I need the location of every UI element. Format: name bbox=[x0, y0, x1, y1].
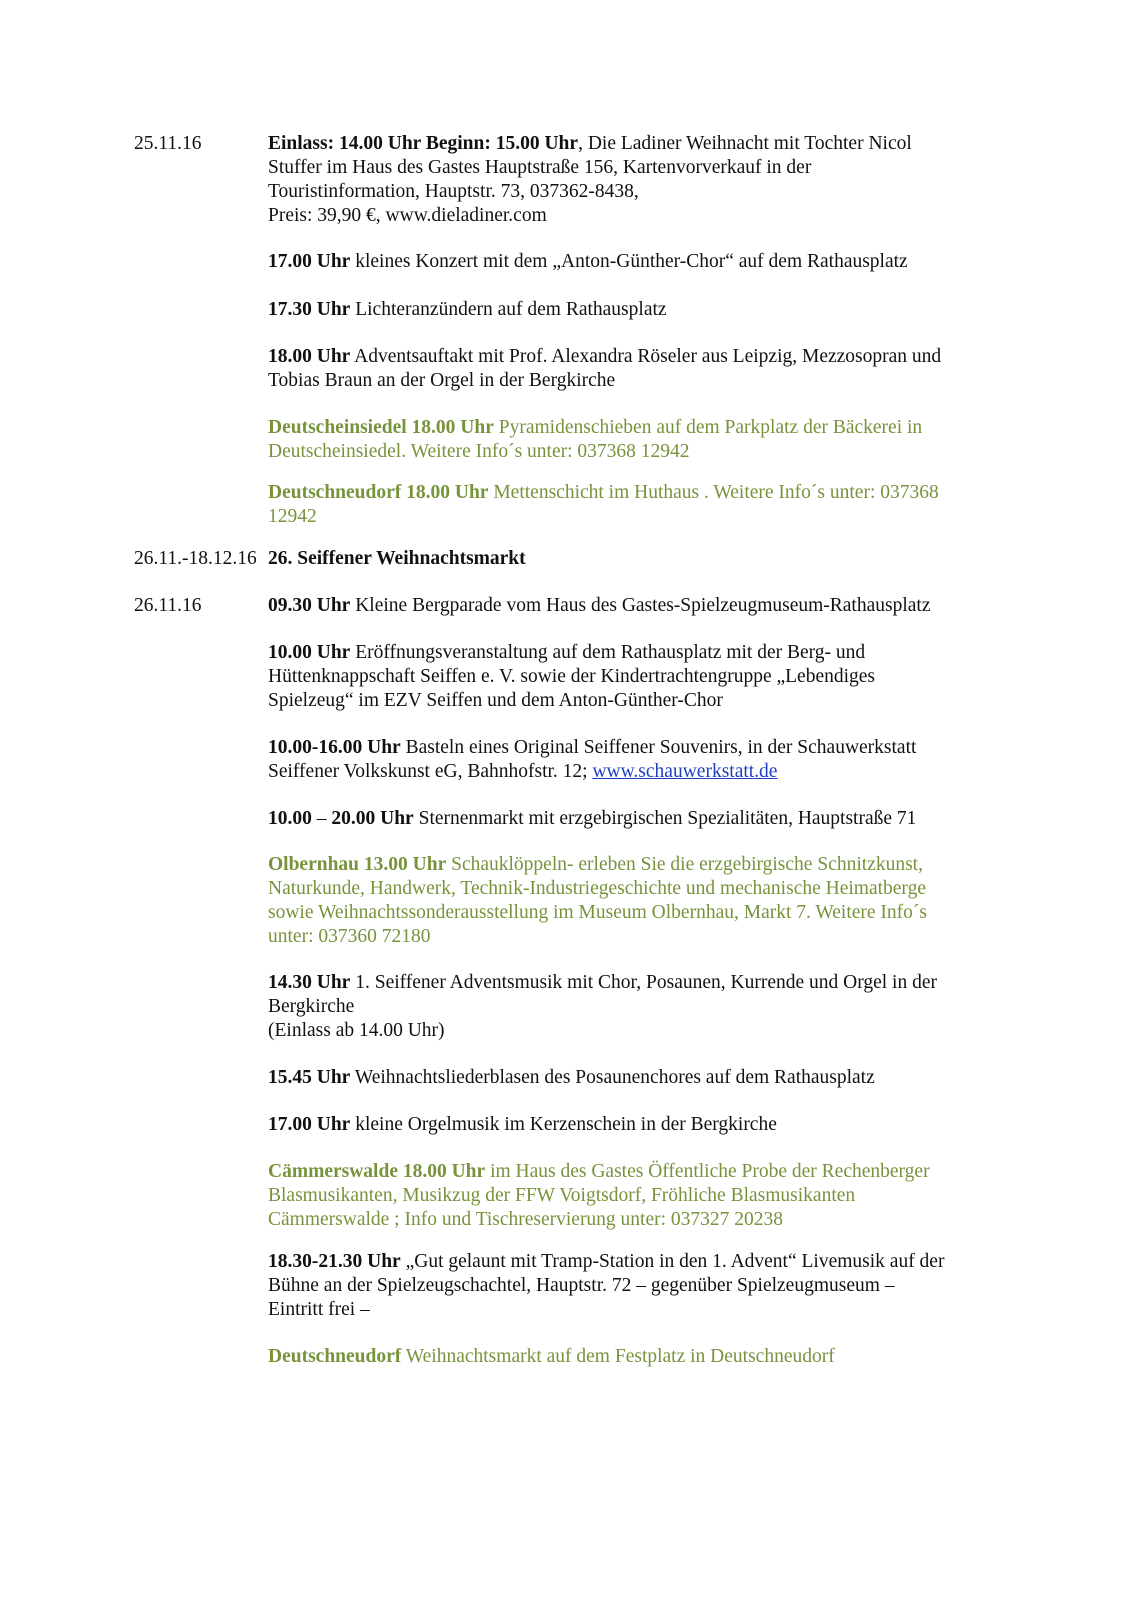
event-place-time: Deutscheinsiedel 18.00 Uhr bbox=[268, 417, 494, 438]
event-bergparade bbox=[268, 594, 1004, 618]
event-text: Spielzeug“ im EZV Seiffen und dem Anton-Günther-Chor bbox=[268, 690, 723, 711]
event-time: 18.30-21.30 Uhr bbox=[268, 1251, 401, 1272]
event-text: Schauklöppeln- erleben Sie die erzgebirgische Schnitzkunst, bbox=[446, 854, 923, 875]
date-26-11-16: 26.11.16 bbox=[134, 595, 202, 616]
event-text: Eröffnungsveranstaltung auf dem Rathausplatz mit der Berg- und bbox=[350, 642, 866, 663]
event-line bbox=[268, 132, 1004, 156]
event-time-end: 20.00 Uhr bbox=[331, 808, 414, 829]
schauwerkstatt-link[interactable]: www.schauwerkstatt.de bbox=[592, 761, 778, 782]
event-time: Einlass: 14.00 Uhr Beginn: 15.00 Uhr bbox=[268, 133, 579, 154]
event-lichteranzuenden bbox=[268, 298, 1004, 322]
event-sternenmarkt bbox=[268, 807, 1004, 831]
event-time: 10.00 Uhr bbox=[268, 642, 351, 663]
event-text: unter: 037360 72180 bbox=[268, 926, 431, 947]
event-time: 17.30 Uhr bbox=[268, 299, 351, 320]
event-text: Adventsauftakt mit Prof. Alexandra Röseler aus Leipzig, Mezzosopran und bbox=[350, 346, 942, 367]
event-time: 15.45 Uhr bbox=[268, 1067, 351, 1088]
event-text: „Gut gelaunt mit Tramp-Station in den 1. Advent“ Livemusik auf der bbox=[400, 1251, 945, 1272]
date-range-market: 26.11.-18.12.16 bbox=[134, 548, 257, 569]
event-text: im Haus des Gastes Öffentliche Probe der Rechenberger bbox=[485, 1161, 930, 1182]
event-ladiner-weihnacht bbox=[268, 132, 1004, 228]
event-olbernhau bbox=[268, 853, 1004, 949]
event-text: Tobias Braun an der Orgel in der Bergkirche bbox=[268, 370, 616, 391]
event-time: 18.00 Uhr bbox=[268, 346, 351, 367]
event-orgelmusik bbox=[268, 1113, 1004, 1137]
event-time-start: 10.00 bbox=[268, 808, 312, 829]
event-text: Mettenschicht im Huthaus . Weitere Info´s unter: 037368 bbox=[488, 482, 939, 503]
event-anton-guenther-chor bbox=[268, 250, 1004, 274]
event-text: Weihnachtsmarkt auf dem Festplatz in Deutschneudorf bbox=[401, 1346, 835, 1367]
event-basteln-souvenir bbox=[268, 736, 1004, 784]
event-text: Preis: 39,90 €, www.dieladiner.com bbox=[268, 205, 547, 226]
event-text: Cämmerswalde ; Info und Tischreservierung unter: 037327 20238 bbox=[268, 1209, 784, 1230]
event-time-dash: – bbox=[311, 808, 332, 829]
event-weihnachtsliederblasen bbox=[268, 1066, 1004, 1090]
event-time: 09.30 Uhr bbox=[268, 595, 351, 616]
event-heading: 26. Seiffener Weihnachtsmarkt bbox=[268, 548, 526, 569]
event-text: Bühne an der Spielzeugschachtel, Hauptstr. 72 – gegenüber Spielzeugmuseum – bbox=[268, 1275, 895, 1296]
event-text: Deutscheinsiedel. Weitere Info´s unter: 037368 12942 bbox=[268, 441, 690, 462]
event-deutscheinsiedel bbox=[268, 416, 1004, 464]
event-deutschneudorf-weihnachtsmarkt bbox=[268, 1345, 1004, 1369]
event-place: Deutschneudorf bbox=[268, 1346, 402, 1367]
event-caemmerswalde bbox=[268, 1160, 1004, 1232]
event-eroeffnung bbox=[268, 641, 1004, 713]
event-text: Naturkunde, Handwerk, Technik-Industriegeschichte und mechanische Heimatberge bbox=[268, 878, 926, 899]
event-text: Hüttenknappschaft Seiffen e. V. sowie der Kindertrachtengruppe „Lebendiges bbox=[268, 666, 876, 687]
event-place-time: Olbernhau 13.00 Uhr bbox=[268, 854, 447, 875]
event-text: Eintritt frei – bbox=[268, 1299, 370, 1320]
event-text: Blasmusikanten, Musikzug der FFW Voigtsdorf, Fröhliche Blasmusikanten bbox=[268, 1185, 856, 1206]
event-text: Bergkirche bbox=[268, 996, 355, 1017]
event-text: Basteln eines Original Seiffener Souvenirs, in der Schauwerkstatt bbox=[400, 737, 917, 758]
event-text: sowie Weihnachtssonderausstellung im Museum Olbernhau, Markt 7. Weitere Info´s bbox=[268, 902, 928, 923]
event-time: 10.00-16.00 Uhr bbox=[268, 737, 401, 758]
event-seiffener-weihnachtsmarkt bbox=[268, 547, 1004, 571]
event-text: 1. Seiffener Adventsmusik mit Chor, Posaunen, Kurrende und Orgel in der bbox=[350, 972, 938, 993]
event-text: Pyramidenschieben auf dem Parkplatz der Bäckerei in bbox=[493, 417, 923, 438]
date-25-11-16: 25.11.16 bbox=[134, 133, 202, 154]
event-place-time: Cämmerswalde 18.00 Uhr bbox=[268, 1161, 486, 1182]
event-text: kleines Konzert mit dem „Anton-Günther-Chor“ auf dem Rathausplatz bbox=[350, 251, 908, 272]
event-time: 17.00 Uhr bbox=[268, 1114, 351, 1135]
event-tramp-station bbox=[268, 1250, 1004, 1322]
event-text: Touristinformation, Hauptstr. 73, 037362-8438, bbox=[268, 181, 639, 202]
event-time: 14.30 Uhr bbox=[268, 972, 351, 993]
event-adventsmusik bbox=[268, 971, 1004, 1043]
event-adventsauftakt bbox=[268, 345, 1004, 393]
event-deutschneudorf-mettenschicht bbox=[268, 481, 1004, 529]
event-time: 17.00 Uhr bbox=[268, 251, 351, 272]
event-text: Kleine Bergparade vom Haus des Gastes-Spielzeugmuseum-Rathausplatz bbox=[350, 595, 931, 616]
event-text: , Die Ladiner Weihnacht mit Tochter Nicol bbox=[578, 133, 912, 154]
event-text: Seiffener Volkskunst eG, Bahnhofstr. 12; bbox=[268, 761, 593, 782]
event-text: Sternenmarkt mit erzgebirgischen Spezialitäten, Hauptstraße 71 bbox=[413, 808, 917, 829]
event-place-time: Deutschneudorf 18.00 Uhr bbox=[268, 482, 489, 503]
event-text: (Einlass ab 14.00 Uhr) bbox=[268, 1020, 445, 1041]
event-text: 12942 bbox=[268, 506, 317, 527]
event-text: kleine Orgelmusik im Kerzenschein in der Bergkirche bbox=[350, 1114, 777, 1135]
event-text: Stuffer im Haus des Gastes Hauptstraße 156, Kartenvorverkauf in der bbox=[268, 157, 812, 178]
event-text: Lichteranzündern auf dem Rathausplatz bbox=[350, 299, 667, 320]
event-text: Weihnachtsliederblasen des Posaunenchores auf dem Rathausplatz bbox=[350, 1067, 875, 1088]
